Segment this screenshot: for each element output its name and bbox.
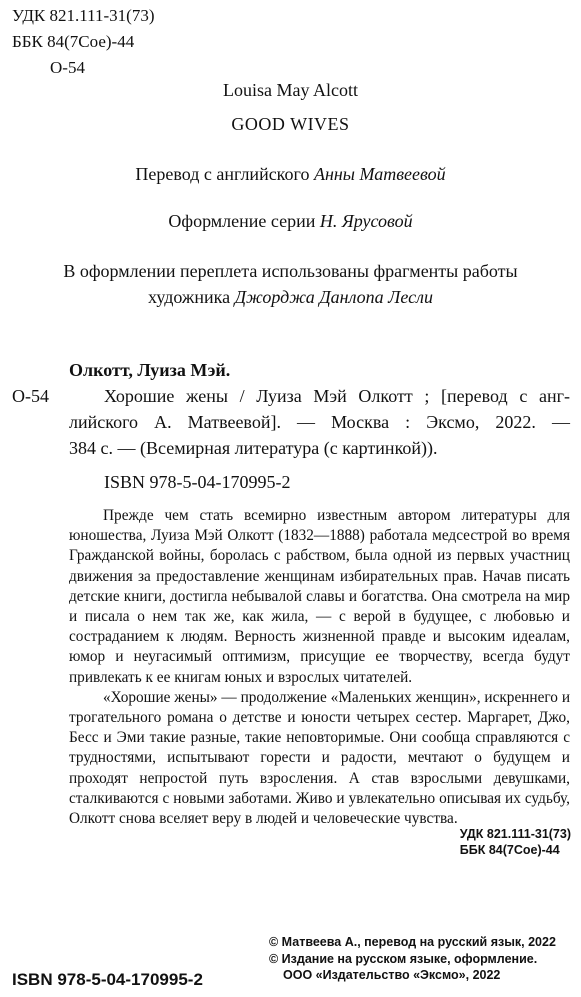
copyright-line-1: © Матвеева А., перевод на русский язык, 2022: [269, 935, 556, 949]
designer-name: Н. Ярусовой: [319, 211, 413, 231]
design-credit: [0, 210, 581, 232]
udk-code: УДК 821.111-31(73): [12, 6, 155, 25]
isbn-bottom: ISBN 978-5-04-170995-2: [12, 970, 203, 989]
cover-credit-line1: В оформлении переплета использованы фрагменты работы: [63, 261, 518, 281]
author-mark: О-54: [50, 58, 85, 77]
biblio-mark: О-54: [12, 386, 49, 406]
bbk-code: ББК 84(7Сое)-44: [12, 32, 135, 51]
translation-credit: [0, 163, 581, 185]
translator-name: Анны Матвеевой: [313, 164, 446, 184]
biblio-line-1: Хорошие жены / Луиза Мэй Олкотт ; [перевод с анг-: [104, 386, 570, 406]
footer-bbk: ББК 84(7Сое)-44: [459, 843, 560, 857]
copyright-line-3: ООО «Издательство «Эксмо», 2022: [283, 968, 501, 982]
copyright-line-2: © Издание на русском языке, оформление.: [269, 951, 538, 966]
original-author: Louisa May Alcott: [223, 80, 358, 100]
biblio-line-2: лийского А. Матвеевой]. — Москва : Эксмо, 2022. —: [69, 412, 570, 432]
cover-credit-prefix: художника: [148, 287, 231, 307]
biblio-line-3: 384 с. — (Всемирная литература (с картинкой)).: [69, 438, 438, 458]
biblio-isbn: ISBN 978-5-04-170995-2: [104, 472, 291, 492]
cover-artist-name: Джорджа Данлопа Лесли: [234, 287, 433, 307]
author-heading: Олкотт, Луиза Мэй.: [69, 360, 231, 380]
original-title: GOOD WIVES: [231, 114, 350, 134]
annotation: [69, 506, 570, 829]
copyright-block: [269, 934, 556, 984]
cover-credit-line2: [0, 286, 581, 308]
footer-udk: УДК 821.111-31(73): [459, 827, 571, 841]
translation-prefix: Перевод с английского: [135, 164, 310, 184]
design-prefix: Оформление серии: [168, 211, 316, 231]
annotation-paragraph-1: Прежде чем стать всемирно известным автором литературы для юношества, Луиза Мэй Олкотт (1832—1888) работала медсестрой во время Гражданской войны, боролась с рабством, была одной из первых участниц движения за предоставление женщинам избирательных прав. Начав писать детские книги, достигла небывалой славы и богатства. Она смотрела на мир и писала о нем так же, как жила, — с верой в будущее, с любовью и состраданием к людям. Верность жизненной правде и высоким идеалам, юмор и неугасимый оптимизм, присущие ее творчеству, всегда будут привлекать к ее книгам юных и взрослых читателей.: [69, 507, 570, 686]
footer-codes: [460, 826, 571, 858]
annotation-paragraph-2: «Хорошие жены» — продолжение «Маленьких женщин», искреннего и трогательного романа о детстве и юности четырех сестер. Маргарет, Джо, Бесс и Эми такие разные, такие неповторимые. Они сообща справляются с трудностями, испытывают горести и радости, мечтают о будущем и проходят непростой путь взросления. А став взрослыми девушками, сталкиваются с новыми заботами. Живо и увлекательно описывая их судьбу, Олкотт снова вселяет веру в людей и человеческие чувства.: [69, 688, 570, 828]
